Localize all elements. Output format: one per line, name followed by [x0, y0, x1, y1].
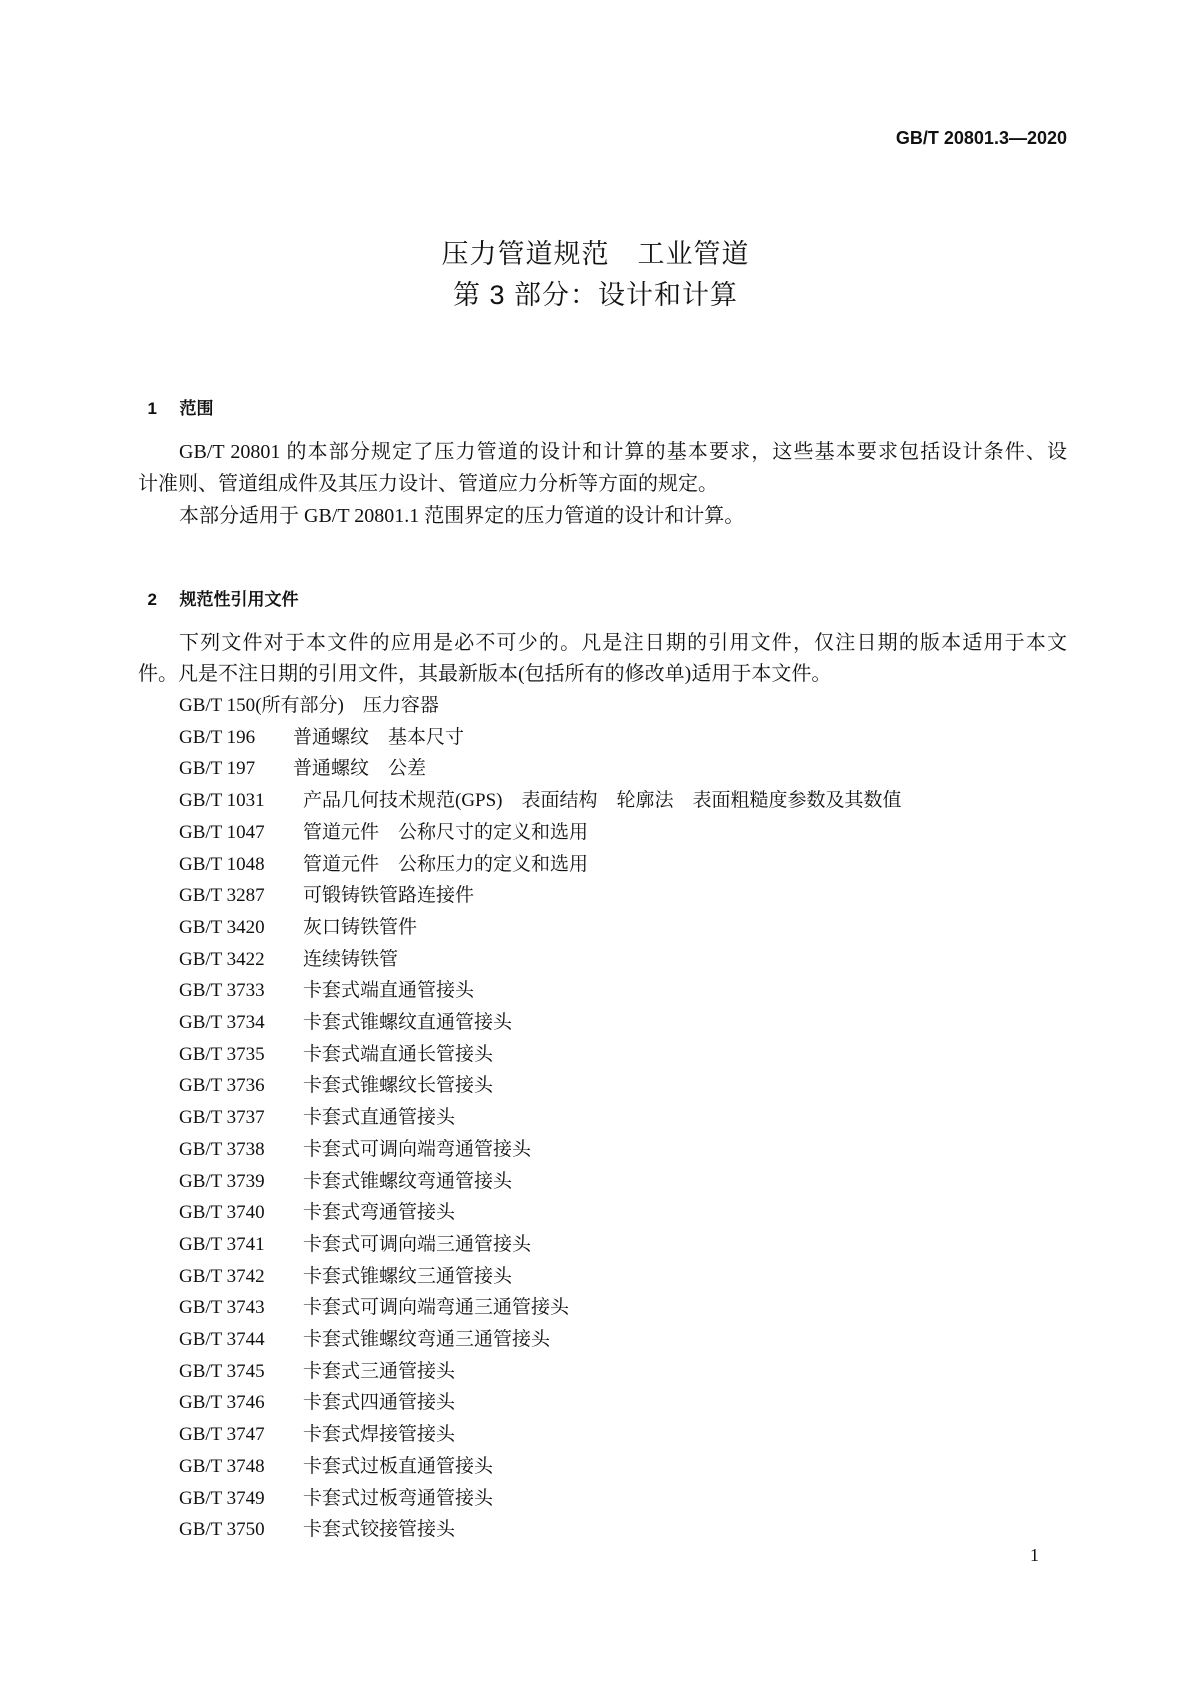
reference-item — [179, 1451, 493, 1478]
reference-title: 卡套式锥螺纹弯通管接头 — [303, 1170, 513, 1192]
document-title: 压力管道规范 工业管道 — [441, 239, 750, 269]
reference-title: 卡套式端直通管接头 — [303, 980, 475, 1002]
paragraph-line: 件。凡是不注日期的引用文件，其最新版本(包括所有的修改单)适用于本文件。 — [138, 663, 832, 685]
reference-code: GB/T 3745 — [179, 1360, 265, 1382]
paragraph-line: 下列文件对于本文件的应用是必不可少的。凡是注日期的引用文件，仅注日期的版本适用于本文 — [179, 632, 1067, 654]
reference-title: 卡套式可调向端弯通管接头 — [303, 1138, 532, 1160]
reference-item — [179, 1166, 512, 1193]
reference-code: GB/T 3740 — [179, 1202, 265, 1224]
reference-item — [179, 817, 588, 844]
reference-title: 卡套式锥螺纹直通管接头 — [303, 1012, 513, 1033]
reference-code: GB/T 3735 — [179, 1043, 265, 1065]
reference-item — [179, 880, 474, 907]
reference-title: 卡套式锥螺纹长管接头 — [303, 1075, 494, 1097]
reference-code: GB/T 3749 — [179, 1487, 265, 1509]
reference-code: GB/T 3287 — [179, 885, 265, 907]
reference-item — [179, 1261, 512, 1288]
reference-title: (所有部分) 压力容器 — [255, 695, 439, 716]
paragraph-line: 本部分适用于 GB/T 20801.1 范围界定的压力管道的设计和计算。 — [179, 505, 745, 527]
reference-title: 卡套式锥螺纹弯通三通管接头 — [303, 1329, 551, 1350]
reference-title: 卡套式锥螺纹三通管接头 — [303, 1265, 513, 1287]
reference-title: 管道元件 公称压力的定义和选用 — [303, 853, 589, 875]
reference-item — [179, 1197, 455, 1224]
reference-title: 卡套式弯通管接头 — [303, 1202, 456, 1224]
reference-item — [179, 1387, 455, 1414]
reference-title: 灰口铸铁管件 — [303, 916, 418, 938]
section-heading-scope — [138, 374, 213, 419]
reference-title: 产品几何技术规范(GPS) 表面结构 轮廓法 表面粗糙度参数及其数值 — [303, 790, 902, 812]
reference-code: GB/T 3734 — [179, 1012, 265, 1033]
reference-code: GB/T 3738 — [179, 1138, 265, 1160]
reference-item — [179, 1356, 455, 1383]
paragraph-line: GB/T 20801 的本部分规定了压力管道的设计和计算的基本要求，这些基本要求包括设计条件、设 — [179, 441, 1067, 463]
reference-item — [179, 849, 588, 876]
reference-title: 卡套式过板弯通管接头 — [303, 1487, 494, 1509]
reference-item — [179, 690, 439, 717]
reference-title: 卡套式焊接管接头 — [303, 1424, 456, 1446]
reference-item — [179, 753, 426, 780]
reference-title: 卡套式可调向端弯通三通管接头 — [303, 1297, 570, 1319]
section-heading-normative-references — [138, 565, 298, 610]
reference-item — [179, 1514, 455, 1541]
reference-code: GB/T 3741 — [179, 1233, 265, 1255]
reference-code: GB/T 3742 — [179, 1265, 265, 1287]
reference-title: 卡套式可调向端三通管接头 — [303, 1233, 532, 1255]
reference-title: 卡套式端直通长管接头 — [303, 1043, 494, 1065]
reference-title: 卡套式过板直通管接头 — [303, 1455, 494, 1477]
section-title: 范围 — [179, 399, 214, 418]
reference-code: GB/T 3747 — [179, 1424, 265, 1446]
reference-title: 卡套式铰接管接头 — [303, 1519, 456, 1541]
reference-code: GB/T 3737 — [179, 1107, 265, 1129]
paragraph-line: 计准则、管道组成件及其压力设计、管道应力分析等方面的规定。 — [138, 473, 718, 495]
section-number: 2 — [147, 590, 157, 609]
reference-title: 管道元件 公称尺寸的定义和选用 — [303, 821, 589, 843]
reference-code: GB/T 3743 — [179, 1297, 265, 1319]
reference-title: 可锻铸铁管路连接件 — [303, 885, 475, 907]
reference-code: GB/T 1047 — [179, 821, 265, 843]
reference-title: 连续铸铁管 — [303, 948, 399, 970]
reference-code: GB/T 3750 — [179, 1519, 265, 1541]
reference-item — [179, 975, 474, 1002]
reference-item — [179, 1292, 569, 1319]
reference-code: GB/T 3739 — [179, 1170, 265, 1192]
reference-item — [179, 1483, 493, 1510]
reference-code: GB/T 3744 — [179, 1329, 265, 1350]
reference-code: GB/T 3422 — [179, 948, 265, 970]
reference-item — [179, 1070, 493, 1097]
reference-code: GB/T 3746 — [179, 1392, 265, 1414]
section-number: 1 — [147, 399, 157, 418]
reference-title: 卡套式直通管接头 — [303, 1107, 456, 1129]
reference-item — [179, 1134, 531, 1161]
reference-item — [179, 1324, 550, 1351]
reference-code: GB/T 1031 — [179, 790, 265, 812]
reference-item — [179, 1007, 512, 1034]
reference-item — [179, 944, 398, 971]
reference-item — [179, 785, 902, 812]
reference-title: 卡套式四通管接头 — [303, 1392, 456, 1414]
reference-code: GB/T 150 — [179, 695, 256, 716]
reference-title: 普通螺纹 基本尺寸 — [293, 726, 465, 748]
page-number: 1 — [1030, 1545, 1039, 1565]
reference-code: GB/T 3736 — [179, 1075, 265, 1097]
reference-item — [179, 1039, 493, 1066]
reference-title: 卡套式三通管接头 — [303, 1360, 456, 1382]
reference-code: GB/T 196 — [179, 726, 256, 748]
reference-code: GB/T 3733 — [179, 980, 265, 1002]
reference-code: GB/T 3420 — [179, 916, 265, 938]
reference-item — [179, 1419, 455, 1446]
section-title: 规范性引用文件 — [179, 590, 299, 609]
reference-title: 普通螺纹 公差 — [293, 758, 427, 780]
reference-item — [179, 912, 417, 939]
reference-item — [179, 1229, 531, 1256]
reference-item — [179, 722, 464, 749]
standard-number-header: GB/T 20801.3—2020 — [895, 128, 1067, 148]
document-subtitle: 第 3 部分：设计和计算 — [452, 280, 739, 310]
reference-code: GB/T 1048 — [179, 853, 265, 875]
reference-code: GB/T 3748 — [179, 1455, 265, 1477]
reference-code: GB/T 197 — [179, 758, 256, 780]
reference-item — [179, 1102, 455, 1129]
